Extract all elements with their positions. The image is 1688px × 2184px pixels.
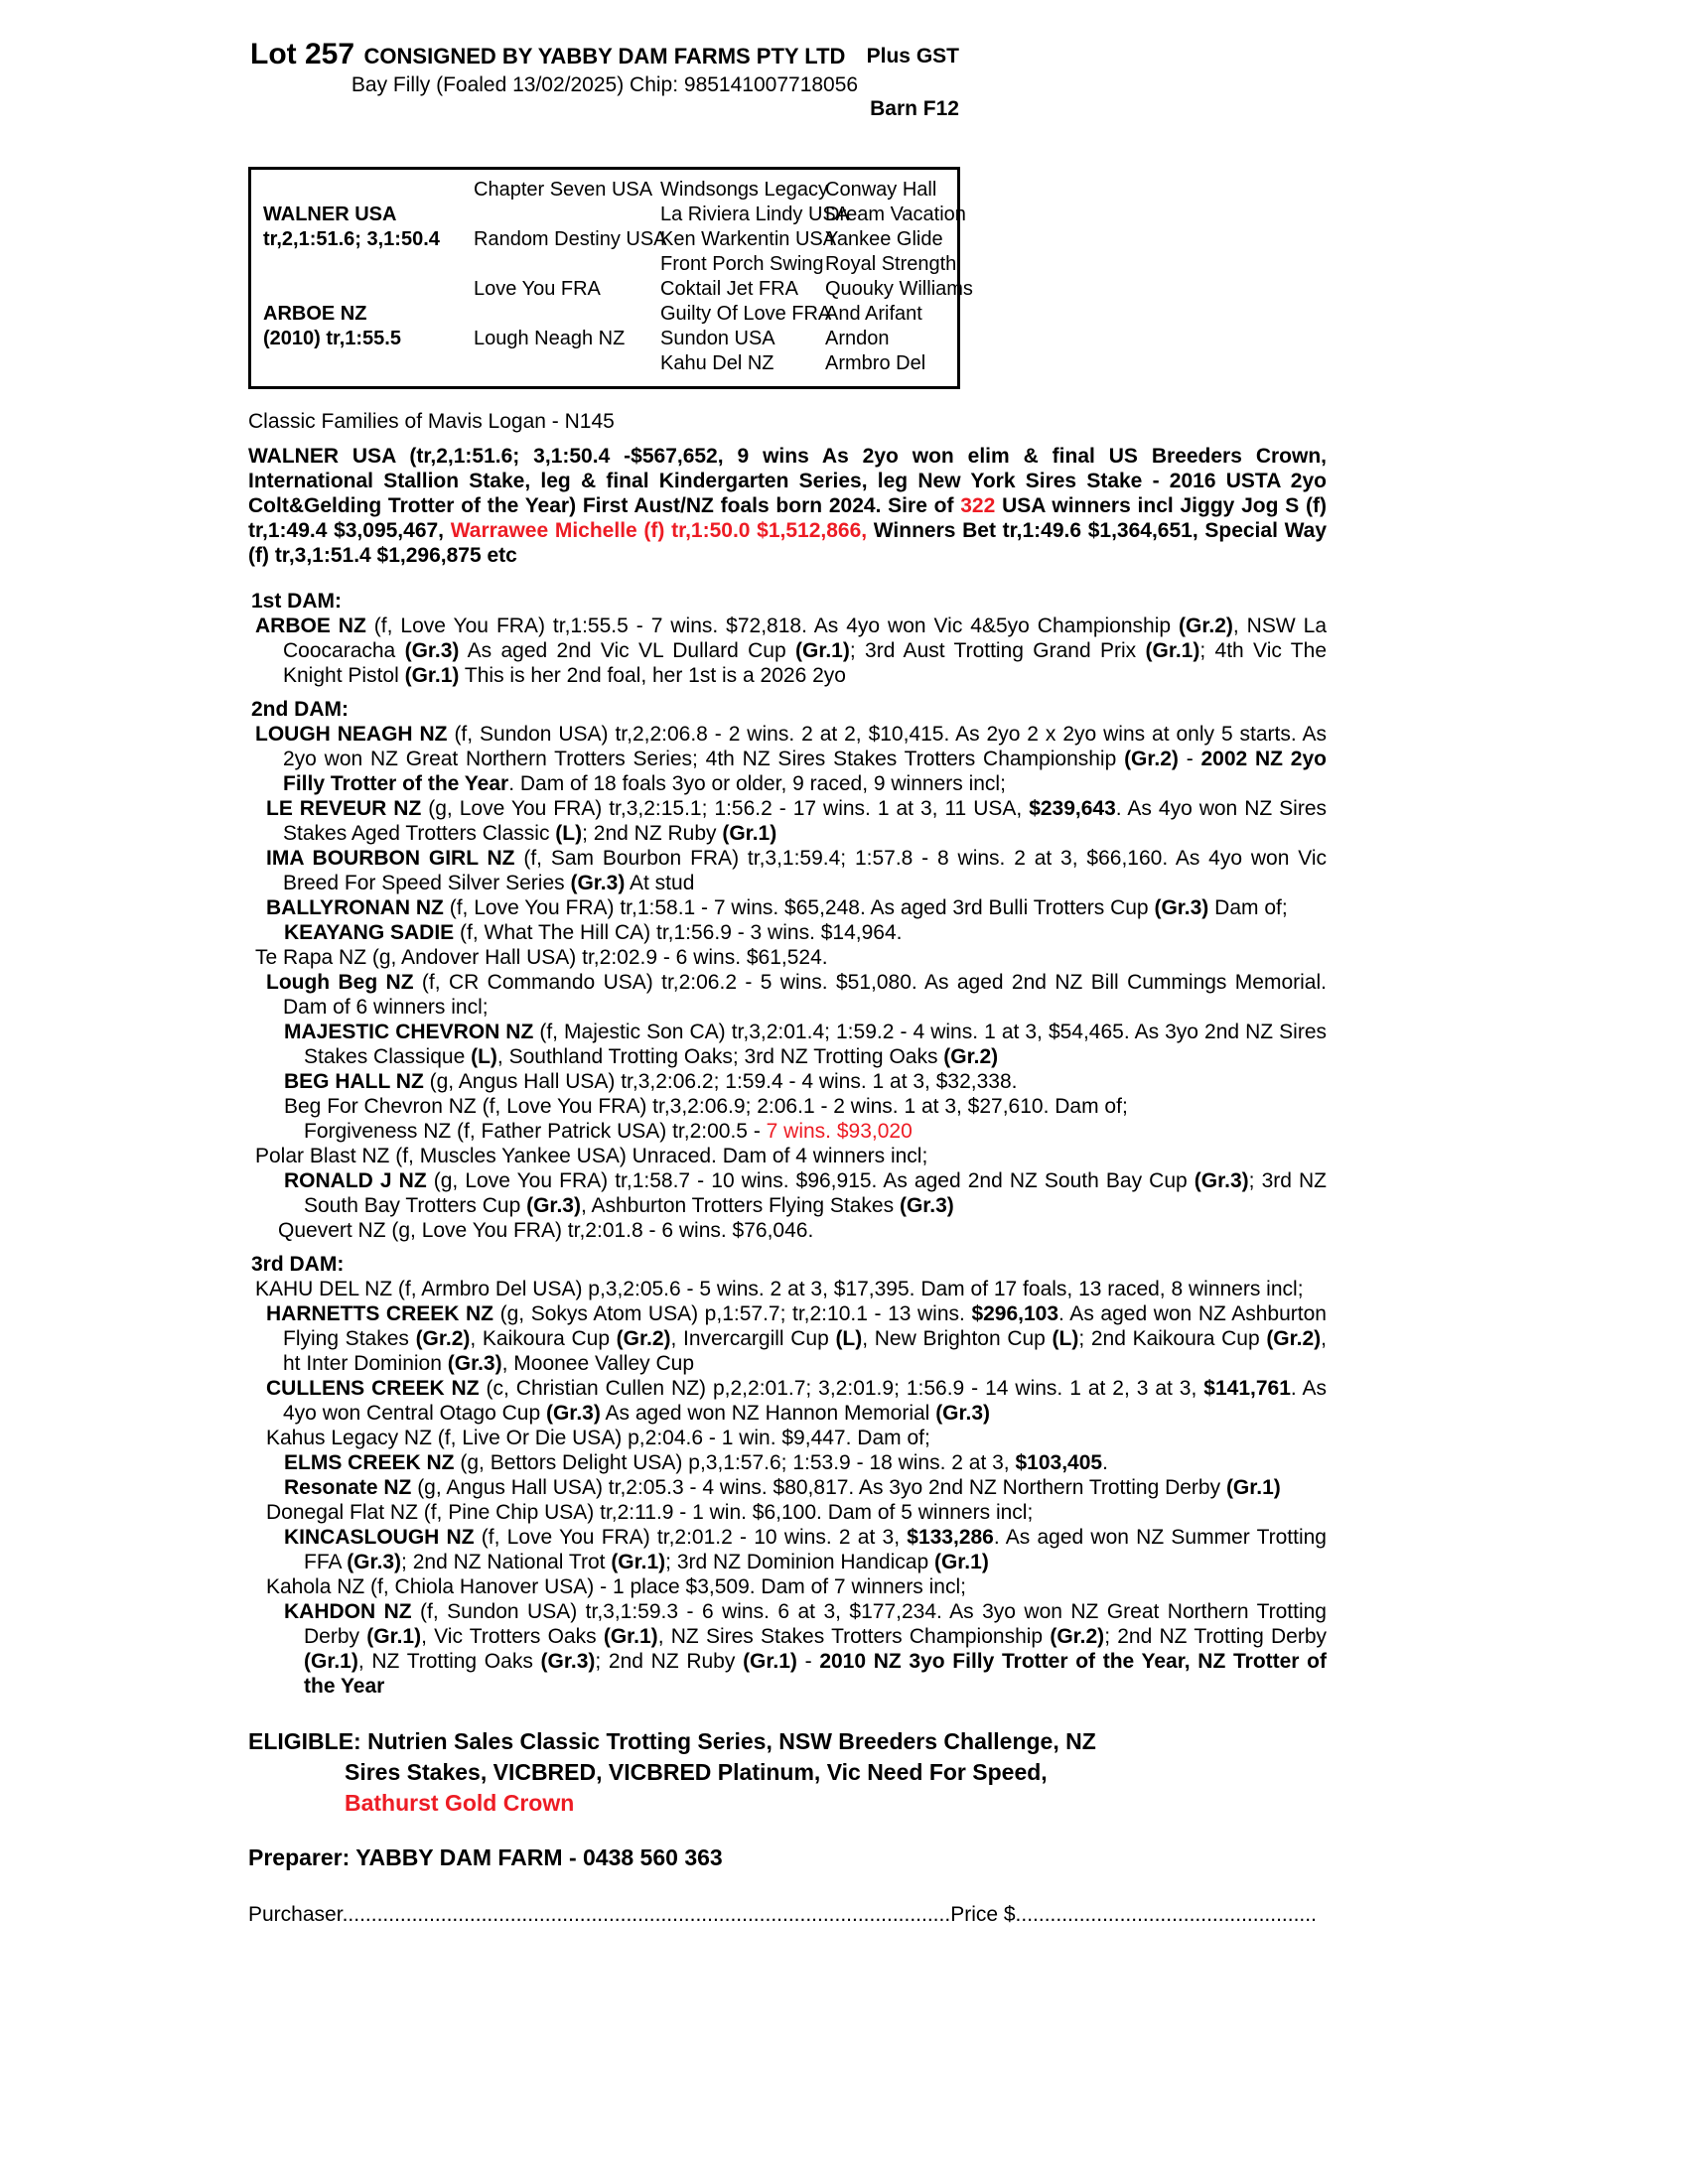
- bold-text: (Gr.1): [795, 639, 850, 662]
- bold-text: USA winners incl Jiggy Jog S (f) tr,1:49.4 $3,095,467,: [248, 494, 1327, 542]
- eligibility-line-1: ELIGIBLE: Nutrien Sales Classic Trotting Series, NSW Breeders Challenge, NZ: [248, 1728, 1096, 1754]
- plain-text: , Invercargill Cup: [670, 1327, 836, 1350]
- pedigree-entry: [248, 970, 1327, 1020]
- bold-text: (Gr.1): [404, 664, 460, 687]
- pedigree-gen2-name: Love You FRA: [474, 278, 601, 300]
- pedigree-gen3-name: Windsongs Legacy: [660, 179, 828, 201]
- plain-text: (g, Angus Hall USA) tr,2:05.3 - 4 wins. $80,817. As 3yo 2nd NZ Northern Trotting Derby: [411, 1476, 1226, 1499]
- pedigree-gen2-name: Chapter Seven USA: [474, 179, 653, 201]
- pedigree-entry: [248, 1218, 1327, 1243]
- bold-text: (L): [471, 1045, 497, 1068]
- pedigree-entry: [248, 1574, 1327, 1599]
- bold-text: BALLYRONAN NZ: [266, 896, 444, 919]
- classic-families-line: Classic Families of Mavis Logan - N145: [248, 410, 615, 433]
- pedigree-entry: [248, 1475, 1327, 1500]
- plain-text: , Kaikoura Cup: [470, 1327, 617, 1350]
- purchaser-fill-line: .........................................................................................................: [342, 1903, 951, 1926]
- bold-text: (Gr.1): [743, 1650, 797, 1673]
- plain-text: . As 4yo won Central Otago Cup: [283, 1377, 1328, 1425]
- pedigree-entry: [248, 1277, 1327, 1301]
- bold-text: (Gr.3): [1194, 1169, 1249, 1192]
- bold-text: (Gr.2): [1179, 614, 1233, 637]
- pedigree-entry: [248, 722, 1327, 796]
- bold-text: (Gr.3): [540, 1650, 596, 1673]
- lot-number: Lot 257: [250, 38, 355, 70]
- bold-text: (Gr.1): [1145, 639, 1200, 662]
- pedigree-gen4-name: Royal Strength: [825, 253, 957, 275]
- bold-text: LE REVEUR NZ: [266, 797, 422, 820]
- pedigree-gen4-name: Conway Hall: [825, 179, 937, 201]
- plain-text: KAHU DEL NZ (f, Armbro Del USA) p,3,2:05.6 - 5 wins. 2 at 3, $17,395. Dam of 17 foals, 13 raced, 8 winners incl;: [255, 1278, 1304, 1300]
- plain-text: -: [796, 1650, 820, 1673]
- highlighted-text: 322: [960, 494, 996, 517]
- bold-text: KINCASLOUGH NZ: [284, 1526, 475, 1549]
- pedigree-entry: [248, 1301, 1327, 1376]
- bold-text: 2002 NZ 2yo Filly Trotter of the Year: [283, 748, 1327, 795]
- plain-text: (g, Love You FRA) tr,3,2:15.1; 1:56.2 - 17 wins. 1 at 3, 11 USA,: [421, 797, 1030, 820]
- page-header: [248, 36, 961, 129]
- bold-text: (Gr.1): [933, 1551, 989, 1573]
- pedigree-sire-record: tr,2,1:51.6; 3,1:50.4: [263, 228, 440, 250]
- pedigree-entry: [248, 1426, 1327, 1450]
- highlighted-text: Warrawee Michelle (f) tr,1:50.0 $1,512,866,: [450, 519, 868, 542]
- pedigree-entry: [248, 1119, 1327, 1144]
- bold-text: (Gr.2): [1050, 1625, 1105, 1648]
- bold-text: MAJESTIC CHEVRON NZ: [284, 1021, 534, 1043]
- plain-text: ; 2nd NZ National Trot: [401, 1551, 612, 1573]
- pedigree-gen4-name: Quouky Williams: [825, 278, 973, 300]
- pedigree-dam-name: ARBOE NZ: [263, 303, 367, 325]
- bold-text: $103,405: [1015, 1451, 1103, 1474]
- pedigree-entry: [248, 1168, 1327, 1218]
- plain-text: . As 4yo won NZ Sires Stakes Aged Trotters Classic: [283, 797, 1328, 845]
- bold-text: $133,286: [907, 1526, 994, 1549]
- plain-text: Quevert NZ (g, Love You FRA) tr,2:01.8 - 6 wins. $76,046.: [278, 1219, 814, 1242]
- bold-text: (Gr.1): [611, 1551, 666, 1573]
- bold-text: (Gr.1): [304, 1650, 358, 1673]
- bold-text: (Gr.2): [1124, 748, 1179, 770]
- eligibility-line-3: Bathurst Gold Crown: [345, 1790, 575, 1816]
- bold-text: (Gr.3): [447, 1352, 502, 1375]
- pedigree-gen3-name: La Riviera Lindy USA: [660, 204, 850, 225]
- plain-text: , NZ Sires Stakes Trotters Championship: [657, 1625, 1051, 1648]
- plain-text: (f, Majestic Son CA) tr,3,2:01.4; 1:59.2 - 4 wins. 1 at 3, $54,465. As 3yo 2nd NZ Sires Stakes Classique: [304, 1021, 1327, 1068]
- dam-section-heading: 3rd DAM:: [251, 1253, 345, 1276]
- bold-text: (Gr.1): [603, 1625, 658, 1648]
- plain-text: At stud: [625, 872, 695, 894]
- bold-text: (L): [835, 1327, 863, 1350]
- bold-text: ARBOE NZ: [255, 614, 366, 637]
- pedigree-entry: [248, 1020, 1327, 1069]
- plain-text: ; 4th Vic The Knight Pistol: [283, 639, 1327, 687]
- plain-text: ; 3rd NZ Dominion Handicap: [665, 1551, 934, 1573]
- pedigree-entry: [248, 1599, 1327, 1699]
- pedigree-gen2-name: Random Destiny USA: [474, 228, 667, 250]
- purchaser-label: Purchaser: [248, 1903, 343, 1926]
- plain-text: (f, Love You FRA) tr,1:55.5 - 7 wins. $72,818. As 4yo won Vic 4&5yo Championship: [365, 614, 1180, 637]
- barn-number: Barn F12: [870, 97, 959, 120]
- plain-text: ; 2nd NZ Ruby: [582, 822, 723, 845]
- pedigree-sire-name: WALNER USA: [263, 204, 397, 225]
- pedigree-dam-record: (2010) tr,1:55.5: [263, 328, 401, 349]
- plain-text: As aged 2nd Vic VL Dullard Cup: [459, 639, 795, 662]
- bold-text: $296,103: [971, 1302, 1059, 1325]
- price-label: Price $: [950, 1903, 1016, 1926]
- bold-text: (Gr.2): [943, 1045, 999, 1068]
- plain-text: (g, Angus Hall USA) tr,3,2:06.2; 1:59.4 - 4 wins. 1 at 3, $32,338.: [423, 1070, 1018, 1093]
- pedigree-entry: [248, 846, 1327, 895]
- plain-text: , NSW La Coocaracha: [283, 614, 1327, 662]
- plain-text: (f, Sundon USA) tr,3,1:59.3 - 6 wins. 6 at 3, $177,234. As 3yo won NZ Great Northern Trotting Derby: [304, 1600, 1327, 1648]
- plain-text: Forgiveness NZ (f, Father Patrick USA) tr,2:00.5 -: [304, 1120, 767, 1143]
- pedigree-gen4-name: Armbro Del: [825, 352, 926, 374]
- bold-text: (Gr.3): [526, 1194, 581, 1217]
- plain-text: -: [1178, 748, 1201, 770]
- bold-text: (L): [1052, 1327, 1079, 1350]
- bold-text: (Gr.3): [404, 639, 460, 662]
- plus-gst-note: Plus GST: [866, 45, 959, 68]
- pedigree-gen3-name: Guilty Of Love FRA: [660, 303, 832, 325]
- bold-text: BEG HALL NZ: [284, 1070, 424, 1093]
- plain-text: Te Rapa NZ (g, Andover Hall USA) tr,2:02.9 - 6 wins. $61,524.: [255, 946, 828, 969]
- pedigree-entry: [248, 614, 1327, 688]
- dam-section-heading: 1st DAM:: [251, 590, 343, 613]
- plain-text: (f, What The Hill CA) tr,1:56.9 - 3 wins. $14,964.: [454, 921, 903, 944]
- pedigree-gen4-name: And Arifant: [825, 303, 922, 325]
- pedigree-entry: [248, 895, 1327, 920]
- plain-text: ; 3rd NZ South Bay Trotters Cup: [304, 1169, 1327, 1217]
- plain-text: As aged won NZ Hannon Memorial: [600, 1402, 936, 1425]
- bold-text: Lough Beg NZ: [266, 971, 414, 994]
- bold-text: RONALD J NZ: [284, 1169, 427, 1192]
- plain-text: . As aged won NZ Ashburton Flying Stakes: [283, 1302, 1327, 1350]
- bold-text: 2010 NZ 3yo Filly Trotter of the Year, NZ Trotter of the Year: [304, 1650, 1327, 1698]
- pedigree-entry: [248, 945, 1327, 970]
- bold-text: $239,643: [1029, 797, 1116, 820]
- bold-text: ELMS CREEK NZ: [284, 1451, 455, 1474]
- plain-text: Kahola NZ (f, Chiola Hanover USA) - 1 place $3,509. Dam of 7 winners incl;: [266, 1575, 966, 1598]
- bold-text: Resonate NZ: [284, 1476, 412, 1499]
- plain-text: (f, CR Commando USA) tr,2:06.2 - 5 wins. $51,080. As aged 2nd NZ Bill Cummings Memorial. Dam of 6 winners incl;: [283, 971, 1327, 1019]
- bold-text: KAHDON NZ: [284, 1600, 412, 1623]
- bold-text: (Gr.3): [935, 1402, 991, 1425]
- plain-text: , Moonee Valley Cup: [501, 1352, 694, 1375]
- bold-text: (L): [555, 822, 583, 845]
- eligibility-block: [248, 1726, 1327, 1819]
- plain-text: ; 2nd NZ Ruby: [595, 1650, 744, 1673]
- bold-text: (Gr.2): [1266, 1327, 1322, 1350]
- plain-text: (c, Christian Cullen NZ) p,2,2:01.7; 3,2:01.9; 1:56.9 - 14 wins. 1 at 2, 3 at 3,: [479, 1377, 1204, 1400]
- pedigree-entry: [248, 1094, 1327, 1119]
- bold-text: $141,761: [1203, 1377, 1291, 1400]
- sire-summary-paragraph: [248, 444, 1327, 568]
- bold-text: HARNETTS CREEK NZ: [266, 1302, 494, 1325]
- pedigree-entry: [248, 920, 1327, 945]
- plain-text: (g, Bettors Delight USA) p,3,1:57.6; 1:53.9 - 18 wins. 2 at 3,: [454, 1451, 1016, 1474]
- pedigree-gen3-name: Front Porch Swing: [660, 253, 824, 275]
- bold-text: CULLENS CREEK NZ: [266, 1377, 480, 1400]
- plain-text: . As aged won NZ Summer Trotting FFA: [304, 1526, 1327, 1573]
- bold-text: (Gr.3): [1154, 896, 1209, 919]
- plain-text: (f, Sam Bourbon FRA) tr,3,1:59.4; 1:57.8 - 8 wins. 2 at 3, $66,160. As 4yo won Vic Breed For Speed Silver Series: [283, 847, 1328, 894]
- plain-text: , New Brighton Cup: [862, 1327, 1053, 1350]
- bold-text: Winners Bet tr,1:49.6 $1,364,651, Special Way (f) tr,3,1:51.4 $1,296,875 etc: [248, 519, 1327, 567]
- plain-text: Dam of;: [1208, 896, 1288, 919]
- pedigree-entry: [248, 1069, 1327, 1094]
- bold-text: (Gr.3): [545, 1402, 601, 1425]
- plain-text: , ht Inter Dominion: [283, 1327, 1328, 1375]
- plain-text: , Vic Trotters Oaks: [421, 1625, 604, 1648]
- eligibility-line-2: Sires Stakes, VICBRED, VICBRED Platinum, Vic Need For Speed,: [345, 1759, 1048, 1785]
- pedigree-entry: [248, 1500, 1327, 1525]
- dam-sections: [248, 589, 1327, 1699]
- pedigree-entry: [248, 1376, 1327, 1426]
- plain-text: ; 3rd Aust Trotting Grand Prix: [849, 639, 1146, 662]
- plain-text: (g, Sokys Atom USA) p,1:57.7; tr,2:10.1 - 13 wins.: [493, 1302, 972, 1325]
- pedigree-gen2-name: Lough Neagh NZ: [474, 328, 626, 349]
- consignor-title: CONSIGNED BY YABBY DAM FARMS PTY LTD: [363, 44, 846, 68]
- plain-text: (f, Sundon USA) tr,2,2:06.8 - 2 wins. 2 at 2, $10,415. As 2yo 2 x 2yo wins at only 5 starts. As 2yo won NZ Great Northern Trotters Series; 4th NZ Sires Stakes Trotters Championship: [283, 723, 1327, 770]
- bold-text: (Gr.1): [366, 1625, 422, 1648]
- price-fill-line: ....................................................: [1015, 1903, 1317, 1926]
- pedigree-gen3-name: Coktail Jet FRA: [660, 278, 798, 300]
- pedigree-entry: [248, 1144, 1327, 1168]
- bold-text: (Gr.2): [616, 1327, 671, 1350]
- bold-text: LOUGH NEAGH NZ: [255, 723, 448, 746]
- pedigree-gen3-name: Ken Warkentin USA: [660, 228, 837, 250]
- plain-text: ; 2nd NZ Trotting Derby: [1104, 1625, 1327, 1648]
- dam-section-heading: 2nd DAM:: [251, 698, 349, 721]
- bold-text: KEAYANG SADIE: [284, 921, 455, 944]
- pedigree-gen3-name: Sundon USA: [660, 328, 775, 349]
- pedigree-entry: [248, 1450, 1327, 1475]
- bold-text: WALNER USA (tr,2,1:51.6; 3,1:50.4 -$567,652, 9 wins As 2yo won elim & final US Breeders Crown, International Stallion Stake, leg & final Kindergarten Series, leg New York Sires Stake - 2016 USTA 2yo Colt&Gelding Trotter of the Year) First Aust/NZ foals born 2024. Sire of: [248, 445, 1327, 517]
- pedigree-table: [248, 167, 973, 389]
- pedigree-gen3-name: Kahu Del NZ: [660, 352, 774, 374]
- plain-text: ; 2nd Kaikoura Cup: [1078, 1327, 1267, 1350]
- preparer-line: Preparer: YABBY DAM FARM - 0438 560 363: [248, 1844, 723, 1870]
- pedigree-gen4-name: Dream Vacation: [825, 204, 966, 225]
- horse-description: Bay Filly (Foaled 13/02/2025) Chip: 985141007718056: [351, 73, 859, 96]
- pedigree-gen4-name: Arndon: [825, 328, 890, 349]
- plain-text: , NZ Trotting Oaks: [357, 1650, 541, 1673]
- plain-text: (g, Love You FRA) tr,1:58.7 - 10 wins. $96,915. As aged 2nd NZ South Bay Cup: [426, 1169, 1195, 1192]
- pedigree-entry: [248, 796, 1327, 846]
- bold-text: IMA BOURBON GIRL NZ: [266, 847, 515, 870]
- plain-text: .: [1102, 1451, 1108, 1474]
- plain-text: Beg For Chevron NZ (f, Love You FRA) tr,3,2:06.9; 2:06.1 - 2 wins. 1 at 3, $27,610. Dam of;: [284, 1095, 1128, 1118]
- purchaser-price-line: [248, 1903, 1327, 1927]
- pedigree-gen4-name: Yankee Glide: [825, 228, 943, 250]
- pedigree-entry: [248, 1525, 1327, 1574]
- bold-text: (Gr.2): [415, 1327, 471, 1350]
- catalog-page: [248, 36, 1327, 1927]
- plain-text: This is her 2nd foal, her 1st is a 2026 2yo: [459, 664, 846, 687]
- plain-text: (f, Love You FRA) tr,2:01.2 - 10 wins. 2 at 3,: [474, 1526, 908, 1549]
- plain-text: . Dam of 18 foals 3yo or older, 9 raced, 9 winners incl;: [508, 772, 1006, 795]
- plain-text: Polar Blast NZ (f, Muscles Yankee USA) Unraced. Dam of 4 winners incl;: [255, 1145, 928, 1167]
- bold-text: (Gr.1): [722, 822, 777, 845]
- plain-text: , Ashburton Trotters Flying Stakes: [580, 1194, 900, 1217]
- bold-text: (Gr.3): [899, 1194, 954, 1217]
- plain-text: (f, Love You FRA) tr,1:58.1 - 7 wins. $65,248. As aged 3rd Bulli Trotters Cup: [443, 896, 1155, 919]
- bold-text: (Gr.3): [347, 1551, 402, 1573]
- bold-text: (Gr.1): [1225, 1476, 1281, 1499]
- plain-text: Kahus Legacy NZ (f, Live Or Die USA) p,2:04.6 - 1 win. $9,447. Dam of;: [266, 1427, 930, 1449]
- plain-text: Donegal Flat NZ (f, Pine Chip USA) tr,2:11.9 - 1 win. $6,100. Dam of 5 winners incl;: [266, 1501, 1034, 1524]
- bold-text: (Gr.3): [570, 872, 626, 894]
- plain-text: , Southland Trotting Oaks; 3rd NZ Trotting Oaks: [496, 1045, 944, 1068]
- highlighted-text: 7 wins. $93,020: [766, 1120, 913, 1143]
